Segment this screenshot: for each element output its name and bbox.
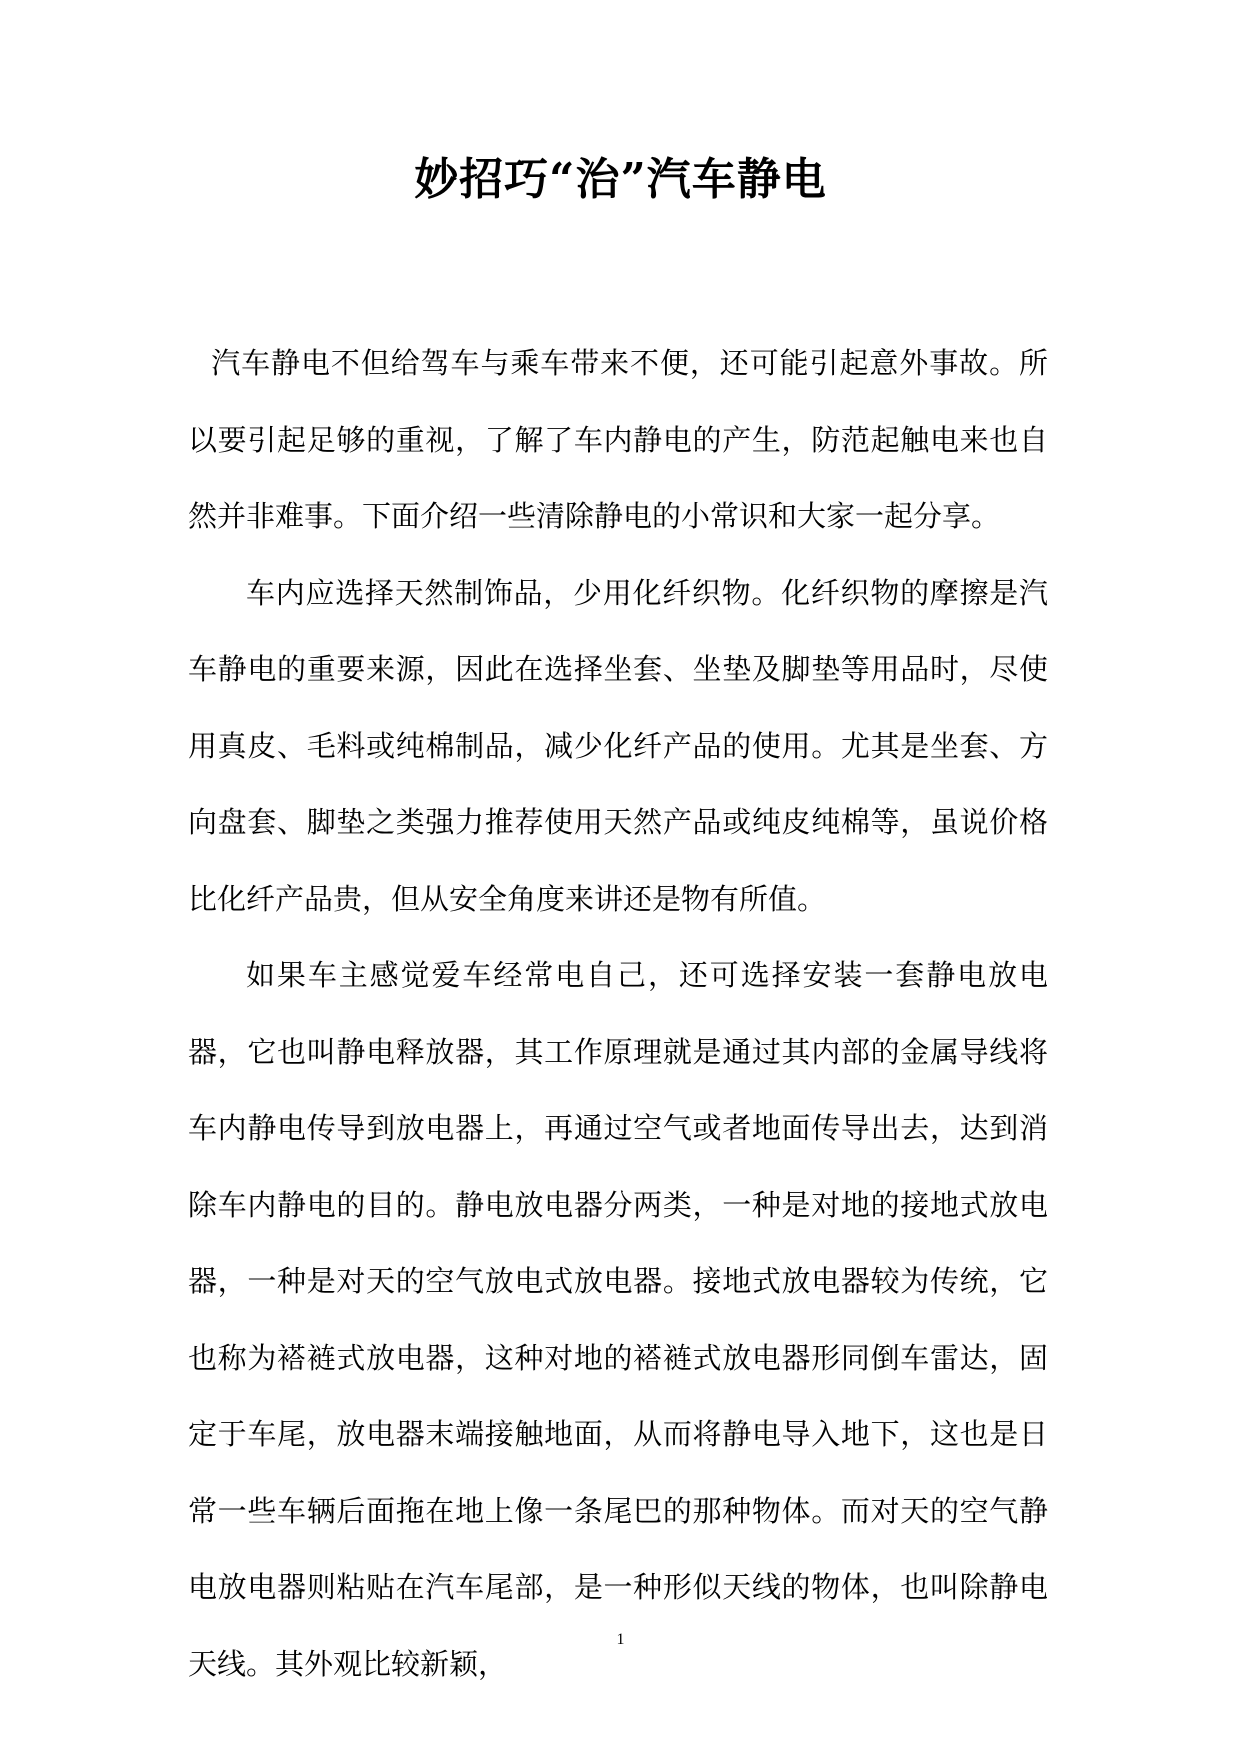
paragraph-intro: 汽车静电不但给驾车与乘车带来不便，还可能引起意外事故。所以要引起足够的重视，了解了车内静电的产生，防范起触电来也自然并非难事。下面介绍一些清除静电的小常识和大家一起分享。 [188,346,1048,533]
document-body [188,325,1048,1702]
page-number: 1 [616,1631,625,1648]
document-title: 妙招巧“治”汽车静电 [414,154,827,205]
paragraph-static-discharger: 如果车主感觉爱车经常电自己，还可选择安装一套静电放电器，它也叫静电释放器，其工作原理就是通过其内部的金属导线将车内静电传导到放电器上，再通过空气或者地面传导出去，达到消除车内静电的目的。静电放电器分两类，一种是对地的接地式放电器，一种是对天的空气放电式放电器。接地式放电器较为传统，它也称为褡裢式放电器，这种对地的褡裢式放电器形同倒车雷达，固定于车尾，放电器末端接触地面，从而将静电导入地下，这也是日常一些车辆后面拖在地上像一条尾巴的那种物体。而对天的空气静电放电器则粘贴在汽车尾部，是一种形似天线的物体，也叫除静电天线。其外观比较新颖， [188,958,1048,1681]
paragraph-natural-materials: 车内应选择天然制饰品，少用化纤织物。化纤织物的摩擦是汽车静电的重要来源，因此在选择坐套、坐垫及脚垫等用品时，尽使用真皮、毛料或纯棉制品，减少化纤产品的使用。尤其是坐套、方向盘套、脚垫之类强力推荐使用天然产品或纯皮纯棉等，虽说价格比化纤产品贵，但从安全角度来讲还是物有所值。 [188,575,1048,916]
